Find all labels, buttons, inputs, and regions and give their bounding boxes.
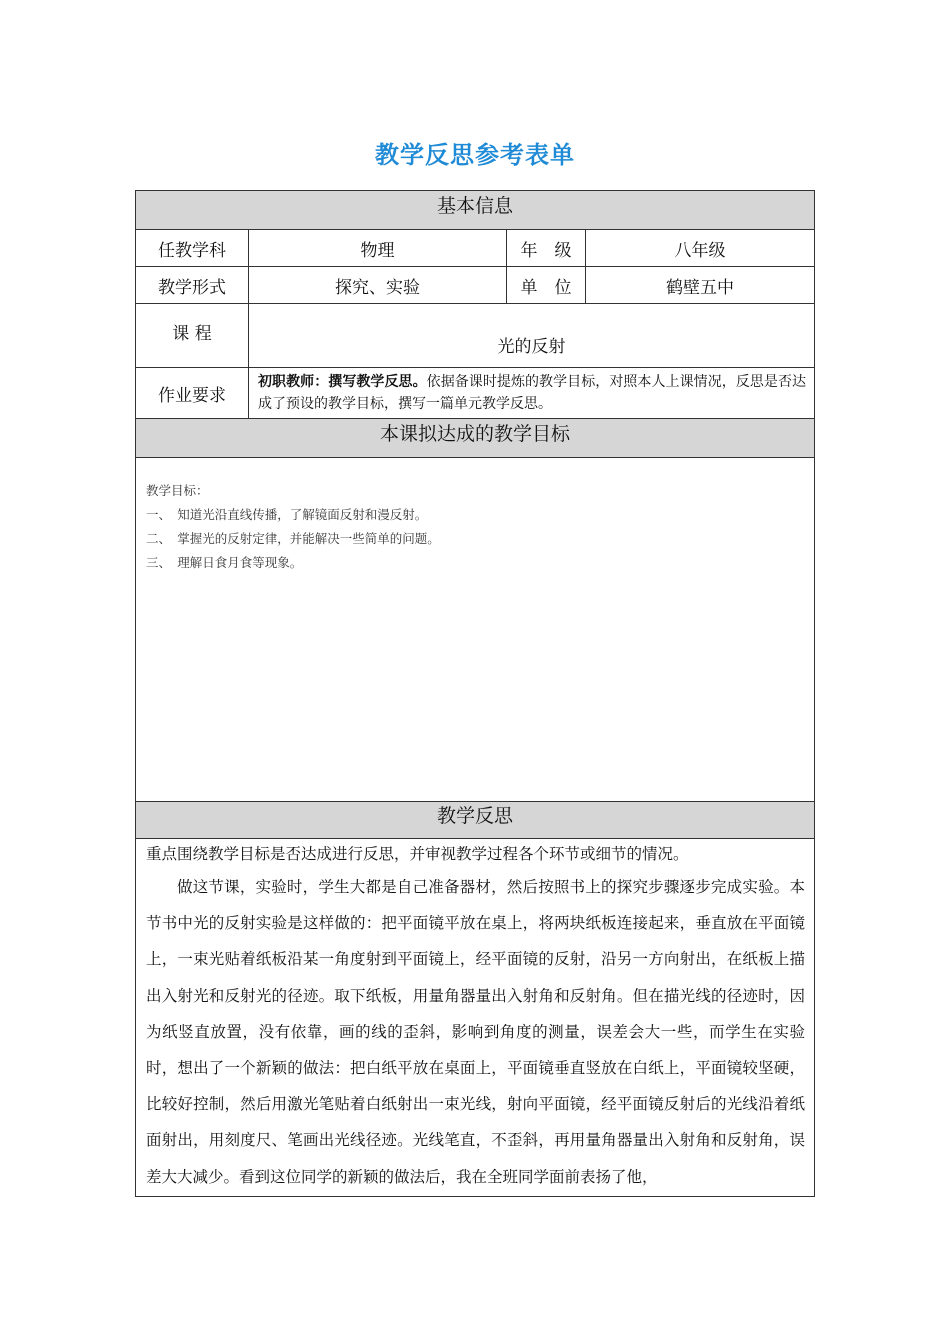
goals-body — [136, 458, 814, 802]
reflection-form — [135, 190, 815, 1197]
basic-info-header: 基本信息 — [136, 191, 814, 230]
goal-item: 二、 掌握光的反射定律，并能解决一些简单的问题。 — [146, 531, 440, 546]
unit-value: 鹤壁五中 — [585, 267, 814, 303]
grade-value: 八年级 — [585, 230, 814, 266]
goal-item: 三、 理解日食月食等现象。 — [146, 555, 303, 570]
form-row — [136, 267, 814, 304]
assignment-row — [136, 368, 814, 419]
unit-label: 单 位 — [506, 267, 585, 303]
reflection-body — [136, 839, 814, 1196]
assignment-label: 作业要求 — [158, 385, 226, 406]
form-value: 探究、实验 — [248, 267, 506, 303]
assignment-text: 依据备课时提炼的教学目标，对照本人上课情况，反思是否达成了预设的教学目标，撰写一篇单元教学反思。 — [258, 374, 807, 412]
course-label: 课 程 — [172, 324, 212, 344]
reflection-paragraph: 做这节课，实验时，学生大都是自己准备器材，然后按照书上的探究步骤逐步完成实验。本节书中光的反射实验是这样做的：把平面镜平放在桌上，将两块纸板连接起来，垂直放在平面镜上，一束光贴着纸板沿某一角度射到平面镜上，经平面镜的反射，沿另一方向射出，在纸板上描出入射光和反射光的径迹。取下纸板，用量角器量出入射角和反射角。但在描光线的径迹时，因为纸竖直放置，没有依靠，画的线的歪斜，影响到角度的测量，误差会大一些，而学生在实验时，想出了一个新颖的做法：把白纸平放在桌面上，平面镜垂直竖放在白纸上，平面镜较坚硬，比较好控制，然后用激光笔贴着白纸射出一束光线，射向平面镜，经平面镜反射后的光线沿着纸面射出，用刻度尺、笔画出光线径迹。光线笔直，不歪斜，再用量角器量出入射角和反射角，误差大大减少。看到这位同学的新颖的做法后，我在全班同学面前表扬了他， — [146, 878, 805, 1186]
reflection-header: 教学反思 — [136, 802, 814, 839]
subject-row — [136, 230, 814, 267]
page-title: 教学反思参考表单 — [375, 141, 575, 169]
form-label: 教学形式 — [158, 277, 226, 298]
subject-value: 物理 — [248, 230, 506, 266]
course-row — [136, 304, 814, 368]
goals-header: 本课拟达成的教学目标 — [136, 419, 814, 458]
assignment-text-cell — [248, 368, 814, 418]
reflection-guide: 重点围绕教学目标是否达成进行反思，并审视教学过程各个环节或细节的情况。 — [146, 845, 689, 863]
goal-item: 一、 知道光沿直线传播，了解镜面反射和漫反射。 — [146, 507, 428, 522]
goals-intro: 教学目标： — [146, 483, 209, 498]
course-value: 光的反射 — [248, 304, 814, 367]
grade-label: 年 级 — [506, 230, 585, 266]
assignment-emphasis: 初职教师：撰写教学反思。 — [258, 374, 427, 390]
subject-label: 任教学科 — [158, 240, 226, 261]
